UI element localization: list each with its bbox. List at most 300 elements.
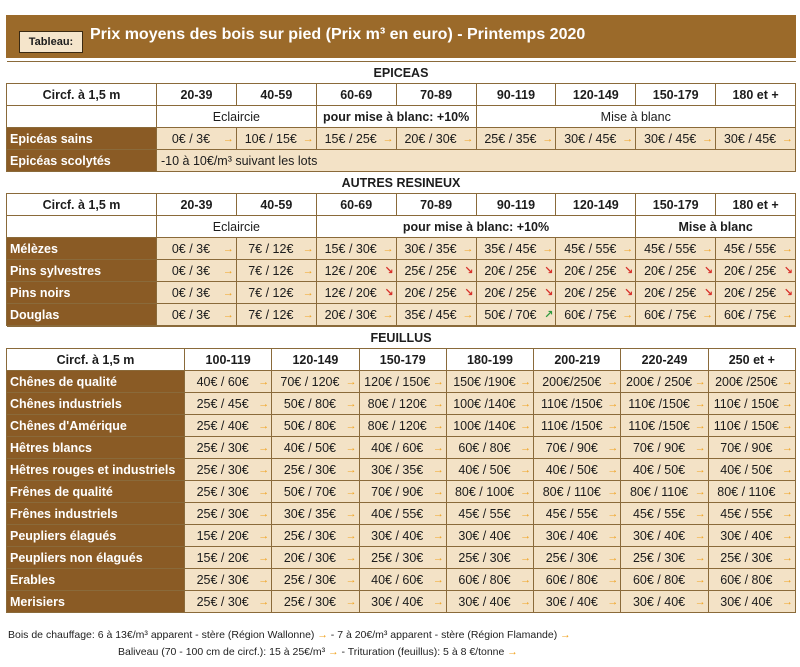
subheader-row [7,106,796,128]
arrow-right-icon: → [607,507,619,520]
class-header: 150-179 [359,349,446,371]
arrow-down-icon: ↘ [624,286,634,299]
price-value: 20€ / 25€ [484,285,537,300]
class-header: 250 et + [708,349,795,371]
price-cell [708,459,795,481]
arrow-right-icon: → [782,419,793,432]
price-value: 15€ / 20€ [196,550,249,565]
price-cell [636,128,716,150]
price-value: 25€ / 25€ [404,263,457,278]
price-value: 60€ / 80€ [632,572,686,587]
price-value: 15€ / 25€ [324,131,377,146]
price-value: 70€ / 90€ [720,440,773,455]
price-value: 45€ / 55€ [723,241,777,256]
table-row [7,547,796,569]
price-cell [476,260,556,282]
table-row [7,150,796,172]
price-value: 60€ / 75€ [644,307,697,322]
price-cell [396,282,476,304]
class-header: 220-249 [621,349,708,371]
table-row [7,260,796,282]
price-cell [621,393,708,415]
price-cell [185,547,272,569]
price-cell [621,503,708,525]
arrow-right-icon: → [507,646,518,658]
arrow-right-icon: → [694,463,706,476]
price-value: 40€ / 50€ [545,462,598,477]
price-cell [621,525,708,547]
price-cell [272,569,359,591]
arrow-right-icon: → [258,529,270,542]
class-header: 20-39 [157,194,237,216]
price-cell [708,393,795,415]
price-cell [708,525,795,547]
price-cell [272,503,359,525]
price-cell [636,238,716,260]
price-value: 25€ / 45€ [196,396,249,411]
price-cell [476,238,556,260]
arrow-right-icon: → [607,595,619,608]
price-cell [359,481,446,503]
arrow-right-icon: → [520,463,532,476]
price-cell [236,238,316,260]
feuillus-table [6,326,796,613]
price-value: 60€ / 75€ [723,307,777,322]
price-value: 40€ / 55€ [371,506,424,521]
price-cell [185,503,272,525]
class-header: 20-39 [157,84,237,106]
price-value: 30€ / 40€ [545,528,598,543]
arrow-right-icon: → [382,242,394,255]
price-cell [534,371,621,393]
arrow-right-icon: → [782,397,793,410]
price-value: 50€ / 70€ [484,307,537,322]
price-value: 20€ / 25€ [484,263,537,278]
price-cell [636,282,716,304]
arrow-right-icon: → [607,573,619,586]
price-cell [185,371,272,393]
class-header: 120-149 [272,349,359,371]
price-value: 25€ / 30€ [371,550,424,565]
price-cell [316,238,396,260]
price-value: 110€ / 150€ [713,396,779,411]
species-label: Mélèzes [7,238,157,260]
arrow-right-icon: → [694,419,706,432]
arrow-right-icon: → [462,308,474,321]
arrow-right-icon: → [328,646,339,658]
price-value: 35€ / 45€ [404,307,457,322]
price-value: 50€ / 80€ [283,418,336,433]
class-header: 180 et + [716,84,796,106]
table-tag: Tableau: [19,31,83,53]
price-value: 25€ / 30€ [283,594,336,609]
arrow-right-icon: → [782,441,793,454]
species-label: Chênes d'Amérique [7,415,185,437]
table-row [7,304,796,326]
price-value: 80€ / 110€ [542,484,601,499]
mise-label: Mise à blanc [476,106,796,128]
arrow-right-icon: → [607,441,619,454]
price-cell [716,128,796,150]
price-value: 0€ / 3€ [171,307,211,322]
arrow-down-icon: ↘ [783,286,793,299]
price-cell [157,282,237,304]
price-cell [534,591,621,613]
price-value: 30€ / 45€ [644,131,697,146]
price-cell [157,304,237,326]
price-value: 30€ / 40€ [632,594,686,609]
price-value: 30€ / 40€ [371,528,424,543]
price-cell [534,415,621,437]
arrow-right-icon: → [258,595,270,608]
class-header: 90-119 [476,194,556,216]
price-value: 80€ / 120€ [367,418,427,433]
species-label: Chênes industriels [7,393,185,415]
price-value: 25€ / 30€ [720,550,773,565]
arrow-right-icon: → [302,132,314,145]
footer-firewood-flamande: - 7 à 20€/m³ apparent - stère (Région Flamande) [330,629,558,641]
arrow-right-icon: → [222,242,234,255]
price-cell [272,437,359,459]
price-value: 30€ / 35€ [404,241,457,256]
price-value: 25€ / 40€ [196,418,249,433]
price-cell [272,459,359,481]
price-value: 80€ / 110€ [629,484,689,499]
class-header: 40-59 [236,194,316,216]
price-value: 20€ / 25€ [404,285,457,300]
arrow-right-icon: → [520,485,532,498]
price-cell [185,415,272,437]
price-cell [359,503,446,525]
circ-header: Circf. à 1,5 m [7,84,157,106]
section-row [7,62,796,84]
price-value: 20€ / 25€ [723,263,777,278]
price-value: 7€ / 12€ [248,241,294,256]
table-row [7,437,796,459]
price-cell [621,481,708,503]
header-row [7,194,796,216]
price-value: 25€ / 30€ [283,572,336,587]
arrow-right-icon: → [782,242,793,255]
arrow-right-icon: → [462,242,474,255]
price-cell [708,547,795,569]
footer-firewood-wallonne: Bois de chauffage: 6 à 13€/m³ apparent - stère (Région Wallonne) [8,629,315,641]
price-cell [185,393,272,415]
price-value: 100€ /140€ [453,418,516,433]
arrow-down-icon: ↘ [464,286,474,299]
arrow-right-icon: → [520,375,532,388]
price-value: 25€ / 30€ [545,550,598,565]
circ-header: Circf. à 1,5 m [7,194,157,216]
arrow-down-icon: ↘ [384,264,394,277]
price-value: 110€ /150€ [628,418,690,433]
arrow-right-icon: → [258,463,270,476]
blank-cell [7,106,157,128]
price-cell [272,371,359,393]
price-value: 25€ / 30€ [196,462,249,477]
price-value: 20€ / 25€ [564,285,617,300]
price-cell [534,547,621,569]
arrow-right-icon: → [432,529,444,542]
arrow-right-icon: → [702,132,714,145]
subheader-row [7,216,796,238]
arrow-right-icon: → [302,286,314,299]
arrow-right-icon: → [258,419,270,432]
price-cell [708,371,795,393]
table-row [7,415,796,437]
arrow-right-icon: → [782,308,793,321]
class-header: 90-119 [476,84,556,106]
class-header: 60-69 [316,84,396,106]
class-header: 180-199 [446,349,533,371]
arrow-right-icon: → [345,419,357,432]
arrow-right-icon: → [520,507,532,520]
class-header: 120-149 [556,194,636,216]
price-cell [446,503,533,525]
arrow-right-icon: → [258,485,270,498]
arrow-down-icon: ↘ [703,264,714,277]
price-cell [446,393,533,415]
price-cell [359,569,446,591]
arrow-right-icon: → [345,375,357,388]
arrow-right-icon: → [258,441,270,454]
arrow-right-icon: → [345,441,357,454]
price-value: 12€ / 20€ [324,285,377,300]
price-cell [157,260,237,282]
table-row [7,525,796,547]
price-value: 80€ / 100€ [454,484,515,499]
price-cell [396,304,476,326]
price-cell [359,459,446,481]
arrow-right-icon: → [607,397,619,410]
arrow-right-icon: → [345,529,357,542]
price-cell [272,591,359,613]
price-value: 30€ / 40€ [720,528,773,543]
price-cell [621,569,708,591]
price-cell [621,371,708,393]
price-value: 100€ /140€ [453,396,516,411]
price-cell [556,260,636,282]
price-value: 20€ / 25€ [564,263,617,278]
price-cell [396,238,476,260]
price-value: 60€ / 80€ [458,440,511,455]
arrow-right-icon: → [607,463,619,476]
mise-plus-label: pour mise à blanc: +10% [316,216,636,238]
class-header: 120-149 [556,84,636,106]
price-value: 12€ / 20€ [324,263,377,278]
price-value: 30€ / 40€ [458,528,511,543]
arrow-right-icon: → [258,551,270,564]
price-cell [396,128,476,150]
scolytes-note: -10 à 10€/m³ suivant les lots [157,150,796,172]
arrow-right-icon: → [432,463,444,476]
class-header: 180 et + [716,194,796,216]
arrow-right-icon: → [258,375,270,388]
price-cell [272,547,359,569]
price-value: 110€ / 150€ [713,418,779,433]
price-cell [621,437,708,459]
price-value: 70€ / 90€ [371,484,424,499]
price-value: 45€ / 55€ [458,506,511,521]
price-cell [185,459,272,481]
section-row [7,172,796,194]
arrow-right-icon: → [345,551,357,564]
price-value: 20€ / 30€ [324,307,377,322]
arrow-down-icon: ↘ [624,264,634,277]
table-row [7,128,796,150]
price-cell [534,569,621,591]
price-value: 30€ / 45€ [564,131,617,146]
arrow-right-icon: → [345,573,357,586]
price-cell [272,415,359,437]
price-cell [621,591,708,613]
species-label: Peupliers non élagués [7,547,185,569]
price-cell [236,128,316,150]
price-value: 80€ / 120€ [367,396,427,411]
section-row [7,327,796,349]
species-label: Epicéas sains [7,128,157,150]
price-cell [272,393,359,415]
price-value: 40€ / 50€ [720,462,773,477]
price-cell [359,371,446,393]
arrow-right-icon: → [222,132,234,145]
price-value: 20€ / 25€ [644,263,697,278]
price-cell [359,591,446,613]
price-value: 7€ / 12€ [248,263,294,278]
price-cell [476,304,556,326]
price-cell [636,304,716,326]
price-cell [185,481,272,503]
price-cell [476,128,556,150]
price-cell [359,393,446,415]
price-value: 200€ /250€ [715,374,778,389]
arrow-right-icon: → [694,485,706,498]
arrow-right-icon: → [258,397,270,410]
price-cell [621,459,708,481]
species-label: Peupliers élagués [7,525,185,547]
table-header [6,15,796,58]
price-value: 30€ / 40€ [720,594,773,609]
arrow-right-icon: → [345,485,357,498]
class-header: 100-119 [185,349,272,371]
arrow-right-icon: → [302,264,314,277]
arrow-right-icon: → [345,507,357,520]
price-cell [716,304,796,326]
mise-label: Mise à blanc [636,216,796,238]
table-row [7,282,796,304]
price-value: 10€ / 15€ [244,131,297,146]
price-cell [708,481,795,503]
table-row [7,238,796,260]
arrow-right-icon: → [694,595,706,608]
price-cell [446,437,533,459]
price-value: 30€ / 35€ [371,462,424,477]
arrow-right-icon: → [622,242,634,255]
price-value: 45€ / 55€ [644,241,697,256]
arrow-right-icon: → [432,507,444,520]
species-label: Hêtres blancs [7,437,185,459]
arrow-right-icon: → [607,551,619,564]
table-row [7,481,796,503]
table-row [7,459,796,481]
price-cell [359,415,446,437]
arrow-right-icon: → [694,375,706,388]
arrow-right-icon: → [345,463,357,476]
price-value: 70€ / 90€ [632,440,686,455]
arrow-right-icon: → [302,242,314,255]
arrow-right-icon: → [694,397,706,410]
price-cell [534,459,621,481]
price-cell [716,260,796,282]
species-label: Erables [7,569,185,591]
price-value: 150€ /190€ [453,374,516,389]
arrow-right-icon: → [542,242,554,255]
price-value: 30€ / 40€ [545,594,598,609]
class-header: 200-219 [534,349,621,371]
price-value: 50€ / 70€ [283,484,336,499]
arrow-right-icon: → [222,308,234,321]
arrow-right-icon: → [694,441,706,454]
page-title: Prix moyens des bois sur pied (Prix m³ en euro) - Printemps 2020 [90,26,586,43]
price-cell [708,569,795,591]
price-cell [476,282,556,304]
arrow-down-icon: ↘ [703,286,714,299]
arrow-right-icon: → [520,551,532,564]
arrow-right-icon: → [222,264,234,277]
section-title: EPICEAS [7,62,796,84]
price-cell [446,459,533,481]
price-value: 20€ / 25€ [723,285,777,300]
arrow-right-icon: → [782,132,793,145]
table-row [7,503,796,525]
price-value: 40€ / 60€ [196,374,249,389]
arrow-down-icon: ↘ [464,264,474,277]
price-cell [446,569,533,591]
species-label: Frênes industriels [7,503,185,525]
arrow-right-icon: → [782,485,793,498]
species-label: Pins noirs [7,282,157,304]
arrow-right-icon: → [432,551,444,564]
species-label: Pins sylvestres [7,260,157,282]
price-cell [446,371,533,393]
price-value: 50€ / 80€ [283,396,336,411]
price-value: 30€ / 40€ [458,594,511,609]
header-row [7,349,796,371]
price-cell [272,525,359,547]
arrow-down-icon: ↘ [544,286,554,299]
price-cell [556,238,636,260]
arrow-right-icon: → [432,595,444,608]
arrow-right-icon: → [520,419,532,432]
price-value: 25€ / 30€ [196,572,249,587]
price-cell [359,525,446,547]
arrow-right-icon: → [702,242,714,255]
price-cell [708,591,795,613]
arrow-right-icon: → [782,529,793,542]
price-value: 200€/250€ [542,374,602,389]
price-cell [316,304,396,326]
species-label: Chênes de qualité [7,371,185,393]
price-cell [446,415,533,437]
eclaircie-label: Eclaircie [157,216,317,238]
arrow-right-icon: → [622,308,634,321]
price-cell [236,260,316,282]
price-value: 200€ / 250€ [626,374,693,389]
price-value: 25€ / 30€ [196,506,249,521]
price-value: 45€ / 55€ [545,506,598,521]
price-cell [716,282,796,304]
price-cell [316,128,396,150]
